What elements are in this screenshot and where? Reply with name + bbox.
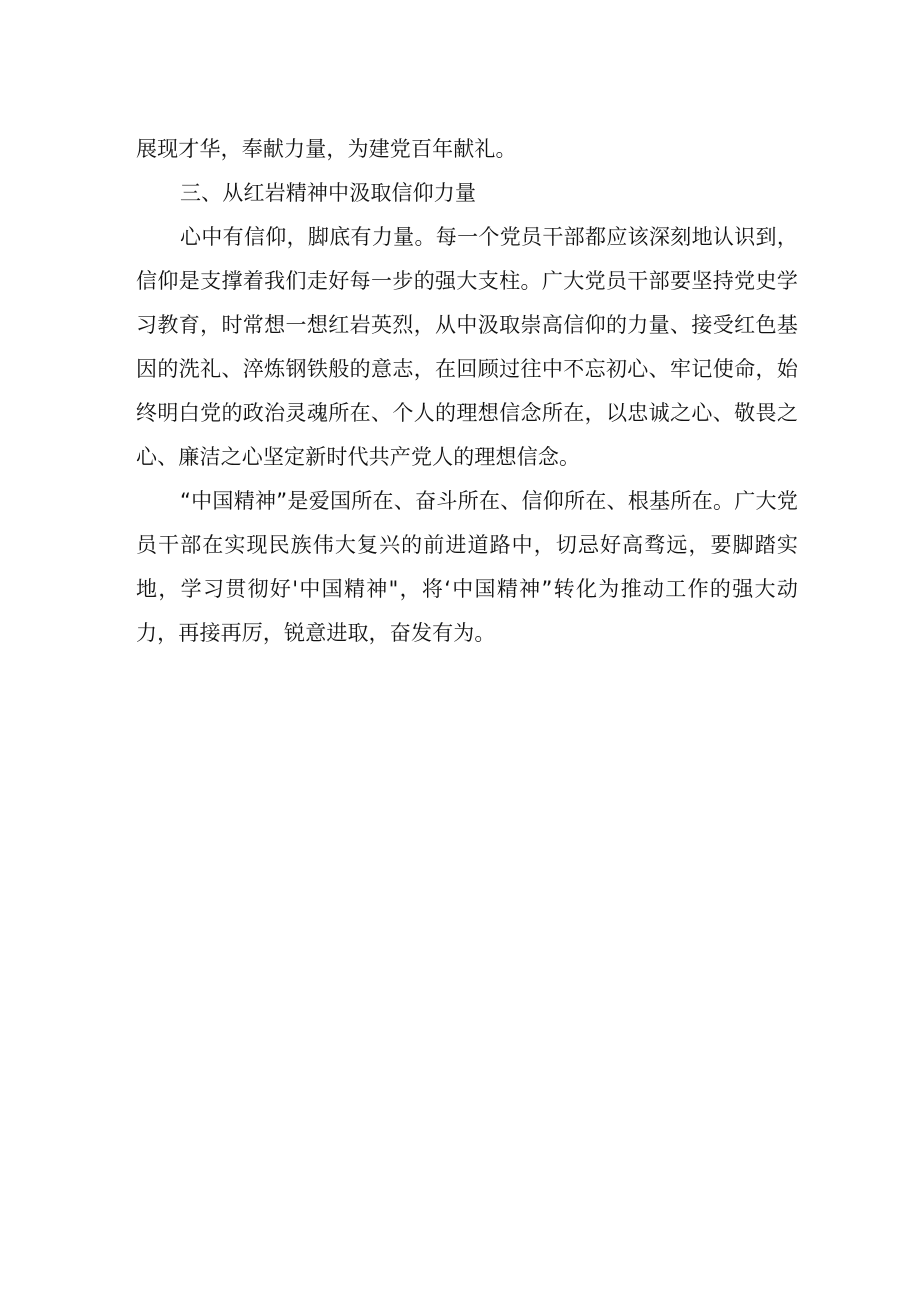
paragraph-closing-line: 展现才华，奉献力量，为建党百年献礼。 bbox=[136, 137, 517, 161]
document-body bbox=[136, 127, 798, 655]
paragraph-faith: 心中有信仰，脚底有力量。每一个党员干部都应该深刻地认识到，信仰是支撑着我们走好每一步的强大支柱。广大党员干部要坚持党史学习教育，时常想一想红岩英烈，从中汲取崇高信仰的力量、接受红色基因的洗礼、淬炼钢铁般的意志，在回顾过往中不忘初心、牢记使命，始终明白党的政治灵魂所在、个人的理想信念所在，以忠诚之心、敬畏之心、廉洁之心坚定新时代共产党人的理想信念。 bbox=[136, 225, 798, 469]
section-heading-three: 三、从红岩精神中汲取信仰力量 bbox=[180, 181, 477, 205]
paragraph-chinese-spirit: “中国精神”是爱国所在、奋斗所在、信仰所在、根基所在。广大党员干部在实现民族伟大复兴的前进道路中，切忌好高骛远，要脚踏实地，学习贯彻好'中国精神"，将‘中国精神”转化为推动工作的强大动力，再接再厉，锐意进取，奋发有为。 bbox=[136, 489, 798, 645]
